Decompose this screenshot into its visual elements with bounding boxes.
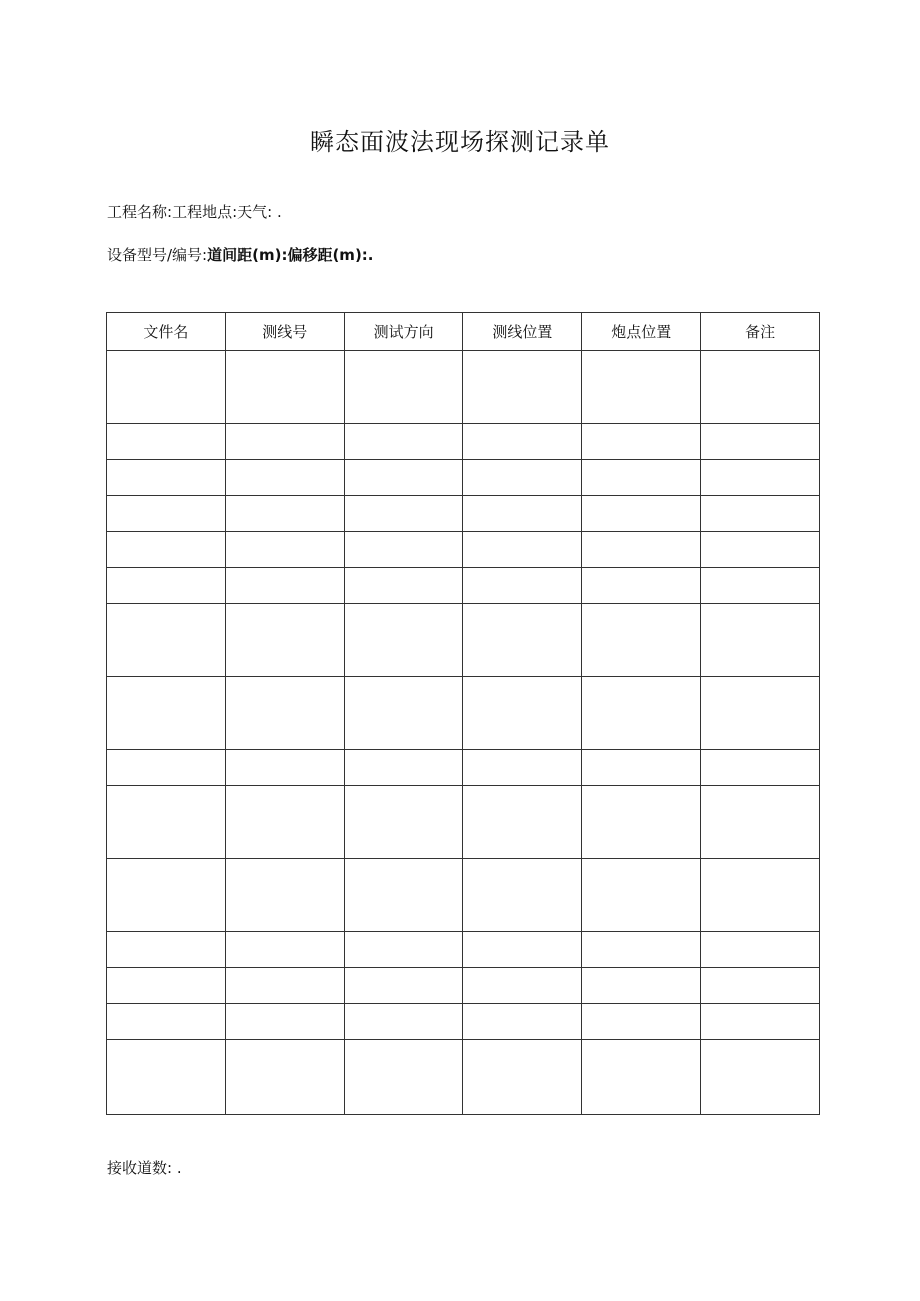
table-cell[interactable] <box>225 460 344 496</box>
table-cell[interactable] <box>344 568 463 604</box>
table-cell[interactable] <box>463 532 582 568</box>
table-cell[interactable] <box>225 859 344 932</box>
table-row <box>107 677 820 750</box>
table-cell[interactable] <box>344 496 463 532</box>
table-cell[interactable] <box>225 750 344 786</box>
table-cell[interactable] <box>701 351 820 424</box>
table-row <box>107 859 820 932</box>
table-cell[interactable] <box>701 460 820 496</box>
table-cell[interactable] <box>344 1004 463 1040</box>
header-remarks: 备注 <box>701 313 820 351</box>
header-test-direction: 测试方向 <box>344 313 463 351</box>
table-cell[interactable] <box>225 968 344 1004</box>
table-cell[interactable] <box>463 968 582 1004</box>
table-cell[interactable] <box>582 932 701 968</box>
table-cell[interactable] <box>701 1004 820 1040</box>
table-cell[interactable] <box>107 424 226 460</box>
table-cell[interactable] <box>463 677 582 750</box>
header-line-number: 测线号 <box>225 313 344 351</box>
table-row <box>107 932 820 968</box>
table-cell[interactable] <box>701 424 820 460</box>
table-cell[interactable] <box>582 351 701 424</box>
table-cell[interactable] <box>463 859 582 932</box>
table-cell[interactable] <box>701 750 820 786</box>
table-cell[interactable] <box>344 677 463 750</box>
table-cell[interactable] <box>344 351 463 424</box>
table-cell[interactable] <box>582 424 701 460</box>
table-cell[interactable] <box>582 532 701 568</box>
table-row <box>107 968 820 1004</box>
table-row <box>107 1004 820 1040</box>
table-cell[interactable] <box>344 604 463 677</box>
table-cell[interactable] <box>463 604 582 677</box>
offset-label: 偏移距(m): <box>287 246 368 264</box>
receive-channels-value: . <box>176 1159 182 1177</box>
table-cell[interactable] <box>225 677 344 750</box>
table-cell[interactable] <box>582 968 701 1004</box>
header-file-name: 文件名 <box>107 313 226 351</box>
table-cell[interactable] <box>107 750 226 786</box>
table-cell[interactable] <box>344 1040 463 1115</box>
table-cell[interactable] <box>582 859 701 932</box>
table-cell[interactable] <box>225 424 344 460</box>
table-row <box>107 1040 820 1115</box>
table-cell[interactable] <box>582 750 701 786</box>
header-line-position: 测线位置 <box>463 313 582 351</box>
table-row <box>107 604 820 677</box>
table-cell[interactable] <box>107 351 226 424</box>
weather-label: 天气: <box>237 203 273 221</box>
table-cell[interactable] <box>582 496 701 532</box>
table-cell[interactable] <box>701 604 820 677</box>
table-row <box>107 351 820 424</box>
table-cell[interactable] <box>107 1040 226 1115</box>
table-cell[interactable] <box>582 786 701 859</box>
table-cell[interactable] <box>344 460 463 496</box>
table-row <box>107 568 820 604</box>
table-cell[interactable] <box>107 532 226 568</box>
table-cell[interactable] <box>225 604 344 677</box>
table-cell[interactable] <box>463 932 582 968</box>
table-cell[interactable] <box>107 496 226 532</box>
table-row <box>107 786 820 859</box>
table-cell[interactable] <box>463 1004 582 1040</box>
table-cell[interactable] <box>701 1040 820 1115</box>
table-cell[interactable] <box>701 568 820 604</box>
table-row <box>107 496 820 532</box>
info-line-device <box>107 244 374 265</box>
table-cell[interactable] <box>582 677 701 750</box>
table-cell[interactable] <box>701 968 820 1004</box>
table-cell[interactable] <box>463 496 582 532</box>
table-cell[interactable] <box>225 351 344 424</box>
info-line-receive <box>107 1157 182 1178</box>
table-cell[interactable] <box>582 460 701 496</box>
table-cell[interactable] <box>463 424 582 460</box>
project-site-label: 工程地点: <box>172 203 238 221</box>
table-cell[interactable] <box>107 786 226 859</box>
channel-spacing-label: 道间距(m): <box>207 246 288 264</box>
table-cell[interactable] <box>107 932 226 968</box>
table-cell[interactable] <box>582 1040 701 1115</box>
table-row <box>107 750 820 786</box>
table-cell[interactable] <box>107 859 226 932</box>
table-cell[interactable] <box>107 604 226 677</box>
receive-channels-label: 接收道数: <box>107 1159 173 1177</box>
device-label: 设备型号/编号: <box>107 246 208 264</box>
table-cell[interactable] <box>344 786 463 859</box>
table-cell[interactable] <box>463 460 582 496</box>
table-cell[interactable] <box>344 750 463 786</box>
project-name-label: 工程名称: <box>107 203 173 221</box>
table-cell[interactable] <box>463 750 582 786</box>
table-cell[interactable] <box>463 786 582 859</box>
table-cell[interactable] <box>463 568 582 604</box>
offset-value: . <box>367 246 374 264</box>
table-cell[interactable] <box>225 932 344 968</box>
table-cell[interactable] <box>701 677 820 750</box>
table-cell[interactable] <box>463 351 582 424</box>
table-cell[interactable] <box>344 932 463 968</box>
table-cell[interactable] <box>225 786 344 859</box>
table-cell[interactable] <box>344 859 463 932</box>
table-cell[interactable] <box>225 496 344 532</box>
table-cell[interactable] <box>701 532 820 568</box>
table-cell[interactable] <box>582 604 701 677</box>
record-table <box>106 312 820 1115</box>
table-cell[interactable] <box>701 859 820 932</box>
weather-value: . <box>276 203 282 221</box>
table-cell[interactable] <box>107 677 226 750</box>
table-cell[interactable] <box>701 496 820 532</box>
table-cell[interactable] <box>225 1040 344 1115</box>
table-cell[interactable] <box>463 1040 582 1115</box>
table-row <box>107 532 820 568</box>
table-cell[interactable] <box>225 532 344 568</box>
table-cell[interactable] <box>225 568 344 604</box>
table-cell[interactable] <box>701 786 820 859</box>
table-cell[interactable] <box>107 968 226 1004</box>
table-cell[interactable] <box>107 460 226 496</box>
table-cell[interactable] <box>582 568 701 604</box>
table-cell[interactable] <box>344 968 463 1004</box>
table-cell[interactable] <box>344 532 463 568</box>
table-row <box>107 424 820 460</box>
table-cell[interactable] <box>701 932 820 968</box>
table-row <box>107 460 820 496</box>
table-cell[interactable] <box>344 424 463 460</box>
table-header-row <box>107 313 820 351</box>
table-cell[interactable] <box>582 1004 701 1040</box>
info-line-project <box>107 201 282 222</box>
page-title: 瞬态面波法现场探测记录单 <box>310 128 610 156</box>
table-cell[interactable] <box>225 1004 344 1040</box>
header-shot-position: 炮点位置 <box>582 313 701 351</box>
table-cell[interactable] <box>107 1004 226 1040</box>
table-cell[interactable] <box>107 568 226 604</box>
